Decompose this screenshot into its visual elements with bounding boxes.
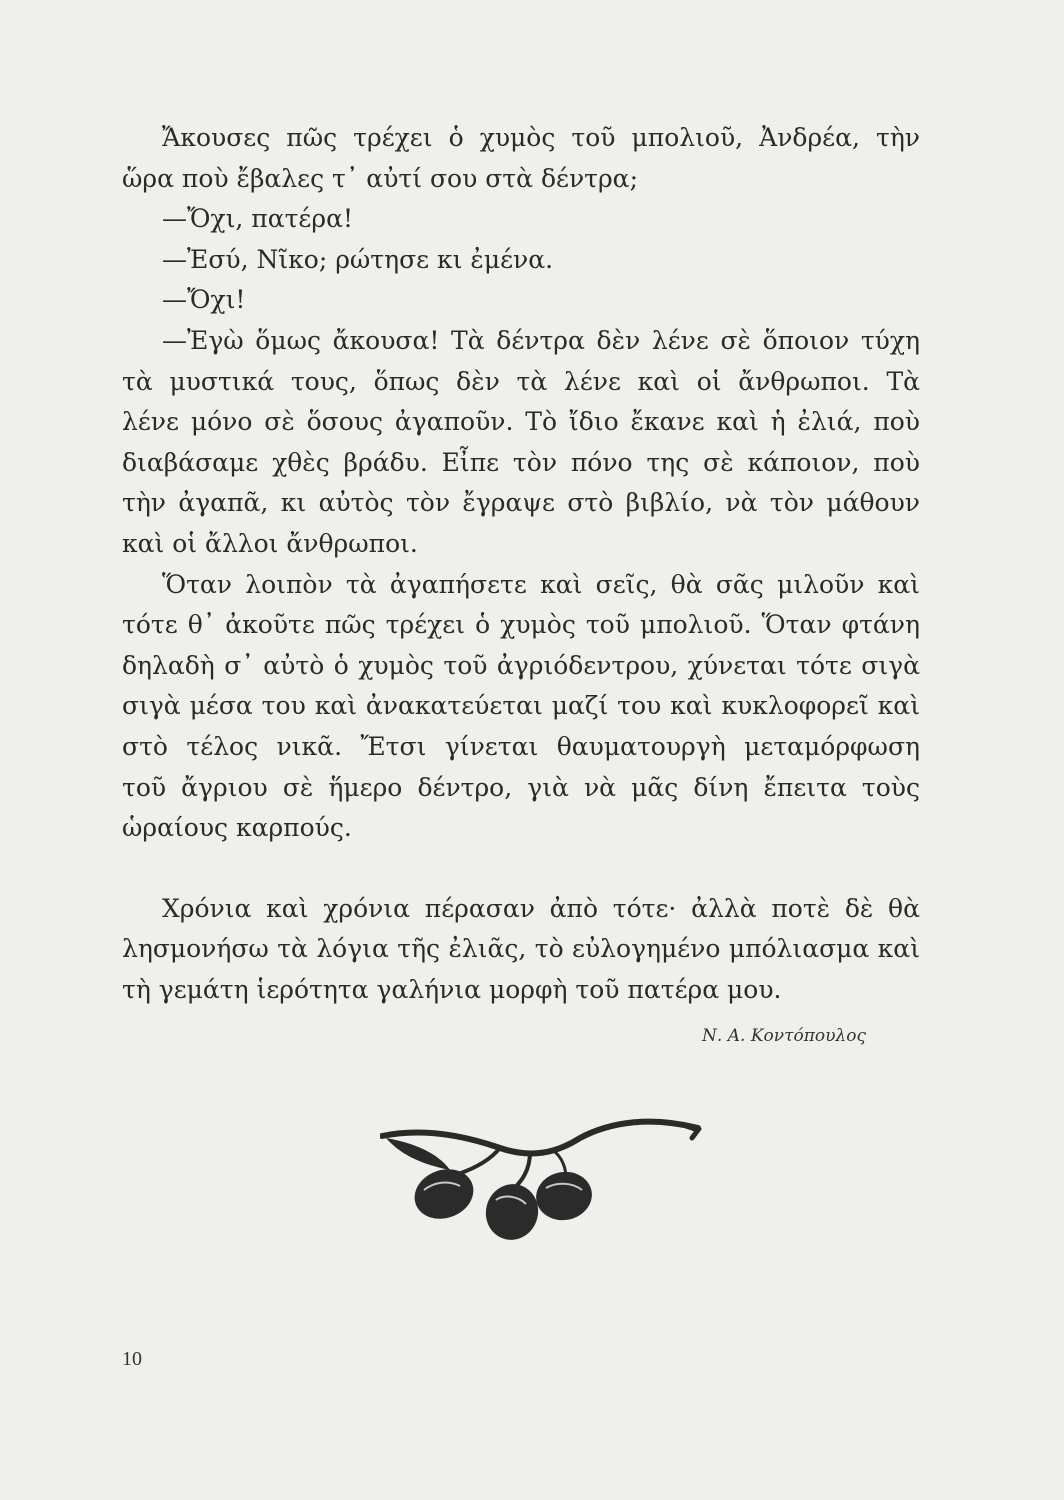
text-line: σιγὰ μέσα του καὶ ἀνακατεύεται μαζί του καὶ κυκλοφορεῖ καὶ [122,691,920,721]
text-line: ὡραίους καρπούς. [122,813,352,843]
text-line: καὶ οἱ ἄλλοι ἄνθρωποι. [122,528,418,558]
text-line: τοῦ ἄγριου σὲ ἥμερο δέντρο, γιὰ νὰ μᾶς δίνη ἔπειτα τοὺς [122,772,920,802]
text-line: τὰ μυστικά τους, ὅπως δὲν τὰ λένε καὶ οἱ ἄνθρωποι. Τὰ [122,366,920,396]
author-signature: Ν. Α. Κοντόπουλος [702,1026,866,1046]
paragraph-2 [122,321,920,565]
text-line: Ὅταν λοιπὸν τὰ ἀγαπήσετε καὶ σεῖς, θὰ σᾶς μιλοῦν καὶ [162,569,920,599]
text-line: τότε θ᾽ ἀκοῦτε πῶς τρέχει ὁ χυμὸς τοῦ μπολιοῦ. Ὅταν φτάνη [122,610,920,640]
section-gap [122,849,920,889]
dialogue-line: —Ὄχι, πατέρα! [162,204,353,234]
page-number: 10 [122,1348,142,1370]
text-line: λησμονήσω τὰ λόγια τῆς ἐλιᾶς, τὸ εὐλογημένο μπόλιασμα καὶ [122,934,920,964]
paragraph-4 [122,889,920,1011]
main-text [122,118,920,1010]
dialogue [122,199,920,321]
text-line: στὸ τέλος νικᾶ. Ἔτσι γίνεται θαυματουργὴ μεταμόρφωση [122,731,920,761]
text-line: Χρόνια καὶ χρόνια πέρασαν ἀπὸ τότε· ἀλλὰ ποτὲ δὲ θὰ [162,893,920,923]
text-line: τὴ γεμάτη ἱερότητα γαλήνια μορφὴ τοῦ πατέρα μου. [122,974,782,1004]
paragraph-1 [122,118,920,199]
dialogue-line: —Ἐσύ, Νῖκο; ρώτησε κι ἐμένα. [162,244,554,274]
text-line: λένε μόνο σὲ ὅσους ἀγαποῦν. Τὸ ἴδιο ἔκανε καὶ ἡ ἐλιά, ποὺ [122,407,920,437]
dialogue-line: —Ὄχι! [162,285,246,315]
paragraph-3 [122,565,920,849]
text-line: τὴν ἀγαπᾶ, κι αὐτὸς τὸν ἔγραψε στὸ βιβλίο, νὰ τὸν μάθουν [122,488,920,518]
text-line: δηλαδὴ σ᾽ αὐτὸ ὁ χυμὸς τοῦ ἀγριόδεντρου, χύνεται τότε σιγὰ [122,650,920,680]
text-line: ὥρα ποὺ ἔβαλες τ᾽ αὐτί σου στὰ δέντρα; [122,163,638,193]
text-line: Ἄκουσες πῶς τρέχει ὁ χυμὸς τοῦ μπολιοῦ, Ἀνδρέα, τὴν [162,123,920,152]
text-line: —Ἐγὼ ὅμως ἄκουσα! Τὰ δέντρα δὲν λένε σὲ ὅποιον τύχη [162,325,920,355]
text-line: διαβάσαμε χθὲς βράδυ. Εἶπε τὸν πόνο της σὲ κάποιον, ποὺ [122,447,920,477]
olive-branch-icon [380,1108,710,1248]
